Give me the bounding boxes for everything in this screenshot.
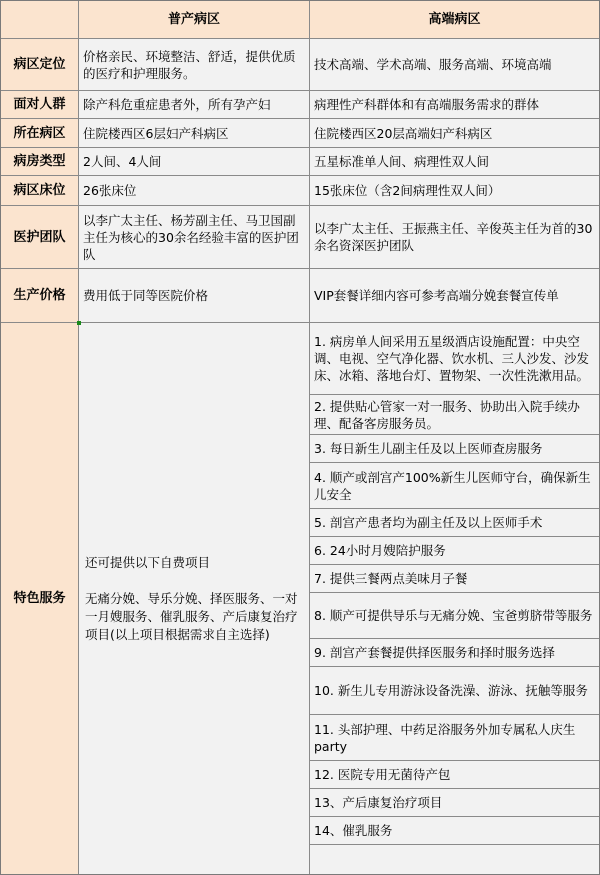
- list-item: 14、催乳服务: [310, 817, 599, 845]
- list-item: 7. 提供三餐两点美味月子餐: [310, 565, 599, 593]
- header-standard-ward: 普产病区: [79, 1, 310, 38]
- standard-value: 费用低于同等医院价格: [79, 269, 310, 322]
- standard-services-intro: 还可提供以下自费项目: [85, 554, 211, 570]
- list-item: 3. 每日新生儿副主任及以上医师查房服务: [310, 435, 599, 463]
- table-row: [1, 39, 599, 91]
- standard-value: 26张床位: [79, 176, 310, 205]
- standard-value: 以李广太主任、杨芳副主任、马卫国副主任为核心的30余名经验丰富的医护团队: [79, 206, 310, 268]
- row-label: 所在病区: [1, 119, 79, 147]
- table-row: [1, 176, 599, 206]
- list-item: 8. 顺产可提供导乐与无痛分娩、宝爸剪脐带等服务: [310, 593, 599, 639]
- standard-value: 价格亲民、环境整洁、舒适，提供优质的医疗和护理服务。: [79, 39, 310, 90]
- premium-value: VIP套餐详细内容可参考高端分娩套餐宣传单: [314, 288, 559, 303]
- premium-value: 以李广太主任、王振燕主任、辛俊英主任为首的30余名资深医护团队: [314, 221, 593, 253]
- row-label: 病区床位: [1, 176, 79, 205]
- cell-selection-marker: [77, 321, 81, 325]
- standard-value: 除产科危重症患者外，所有孕产妇: [79, 91, 310, 118]
- table-header-row: [1, 1, 599, 39]
- list-item: 12. 医院专用无菌待产包: [310, 761, 599, 789]
- list-item: 11. 头部护理、中药足浴服务外加专属私人庆生party: [310, 715, 599, 761]
- row-label: 面对人群: [1, 91, 79, 118]
- list-item: 13、产后康复治疗项目: [310, 789, 599, 817]
- standard-value: 2人间、4人间: [79, 148, 310, 175]
- list-item: 1. 病房单人间采用五星级酒店设施配置：中央空调、电视、空气净化器、饮水机、三人沙发、沙发床、冰箱、落地台灯、置物架、一次性洗漱用品。: [310, 323, 599, 395]
- premium-value: 15张床位（含2间病理性双人间）: [314, 183, 501, 198]
- row-label: 医护团队: [1, 206, 79, 268]
- table-row: [1, 206, 599, 269]
- list-item: 9. 剖宫产套餐提供择医服务和择时服务选择: [310, 639, 599, 667]
- table-row: [1, 119, 599, 148]
- list-item: 10. 新生儿专用游泳设备洗澡、游泳、抚触等服务: [310, 667, 599, 715]
- list-item: 4. 顺产或剖宫产100%新生儿医师守台，确保新生儿安全: [310, 463, 599, 509]
- premium-value: 住院楼西区20层高端妇产科病区: [314, 125, 493, 141]
- standard-services-detail: 无痛分娩、导乐分娩、择医服务、一对一月嫂服务、催乳服务、产后康复治疗项目(以上项目根据需求自主选择): [85, 590, 298, 642]
- special-services-row: [1, 323, 599, 874]
- row-label: 生产价格: [1, 269, 79, 322]
- premium-value: 病理性产科群体和有高端服务需求的群体: [314, 97, 540, 112]
- table-row: [1, 91, 599, 119]
- premium-value: 五星标准单人间、病理性双人间: [314, 154, 490, 169]
- list-item: 2. 提供贴心管家一对一服务、协助出入院手续办理、配备客房服务员。: [310, 395, 599, 435]
- table-row: [1, 148, 599, 176]
- row-label: 特色服务: [1, 323, 79, 874]
- row-label: 病房类型: [1, 148, 79, 175]
- row-label: 病区定位: [1, 39, 79, 90]
- header-corner-cell: [1, 1, 79, 38]
- standard-services-cell: [79, 323, 310, 874]
- list-item: 5. 剖宫产患者均为副主任及以上医师手术: [310, 509, 599, 537]
- list-item: 6. 24小时月嫂陪护服务: [310, 537, 599, 565]
- standard-value: 住院楼西区6层妇产科病区: [79, 119, 310, 147]
- header-premium-ward: 高端病区: [310, 1, 599, 38]
- premium-value: 技术高端、学术高端、服务高端、环境高端: [314, 57, 552, 72]
- table-row: [1, 269, 599, 323]
